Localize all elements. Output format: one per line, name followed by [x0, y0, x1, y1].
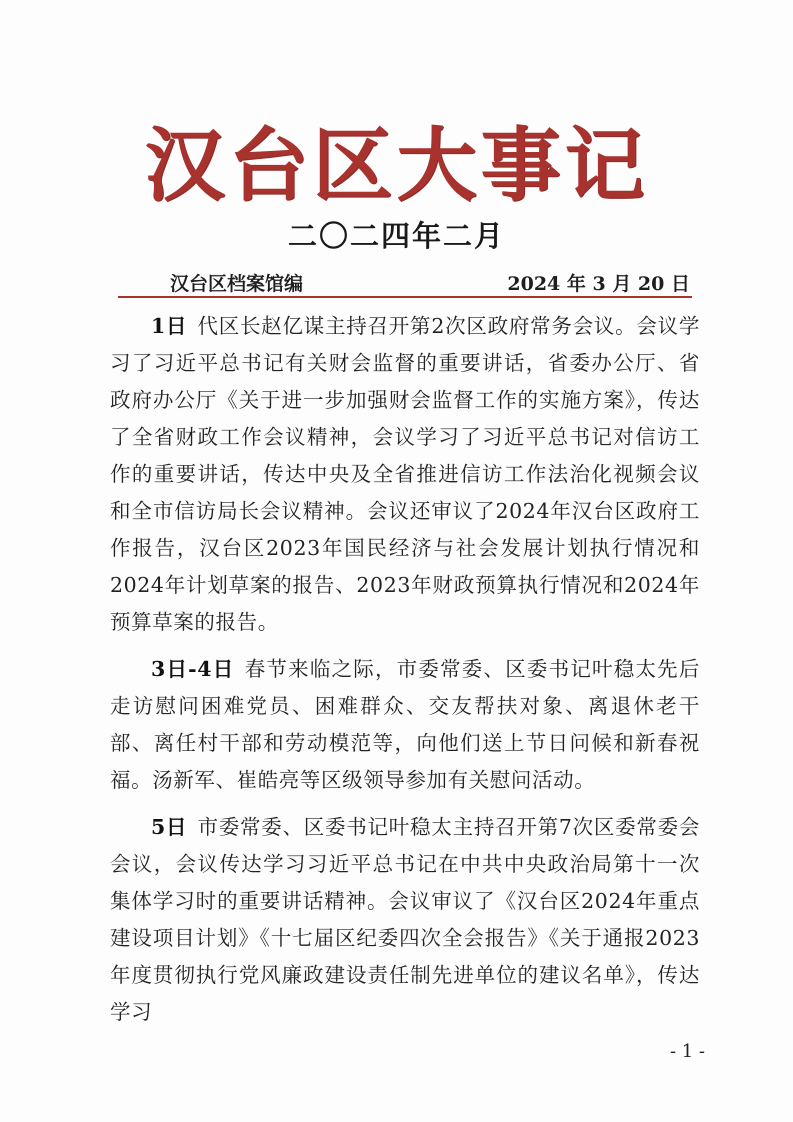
editor-line — [118, 270, 692, 298]
header-divider — [118, 296, 692, 298]
entry-date: 5日 — [151, 815, 188, 839]
entry — [110, 308, 700, 641]
entry-date: 1日 — [151, 314, 188, 338]
editor-name: 汉台区档案馆编 — [170, 273, 304, 295]
entries-body — [110, 308, 700, 1041]
issue-month: 二〇二四年二月 — [287, 219, 505, 253]
entry-text: 春节来临之际，市委常委、区委书记叶稳太先后走访慰问困难党员、困难群众、交友帮扶对象、离退休老干部、离任村干部和劳动模范等，向他们送上节日问候和新春祝福。汤新军、崔皓亮等区级领导参加有关慰问活动。 — [110, 657, 700, 792]
entry — [110, 651, 700, 799]
page-number: - 1 - — [669, 1041, 705, 1062]
entry — [110, 809, 700, 1031]
entry-text: 代区长赵亿谋主持召开第2次区政府常务会议。会议学习了习近平总书记有关财会监督的重要讲话，省委办公厅、省政府办公厅《关于进一步加强财会监督工作的实施方案》，传达了全省财政工作会议精神，会议学习了习近平总书记对信访工作的重要讲话，传达中央及全省推进信访工作法治化视频会议和全市信访局长会议精神。会议还审议了2024年汉台区政府工作报告，汉台区2023年国民经济与社会发展计划执行情况和2024年计划草案的报告、2023年财政预算执行情况和2024年预算草案的报告。 — [110, 314, 700, 634]
entry-text: 市委常委、区委书记叶稳太主持召开第7次区委常委会会议，会议传达学习习近平总书记在中共中央政治局第十一次集体学习时的重要讲话精神。会议审议了《汉台区2024年重点建设项目计划》《十七届区纪委四次全会报告》《关于通报2023年度贯彻执行党风廉政建设责任制先进单位的建议名单》，传达学习 — [110, 815, 700, 1024]
edit-date: 2024 年 3 月 20 日 — [507, 273, 690, 295]
entry-date: 3日-4日 — [151, 657, 235, 681]
masthead-title: 汉台区大事记 — [144, 119, 649, 212]
